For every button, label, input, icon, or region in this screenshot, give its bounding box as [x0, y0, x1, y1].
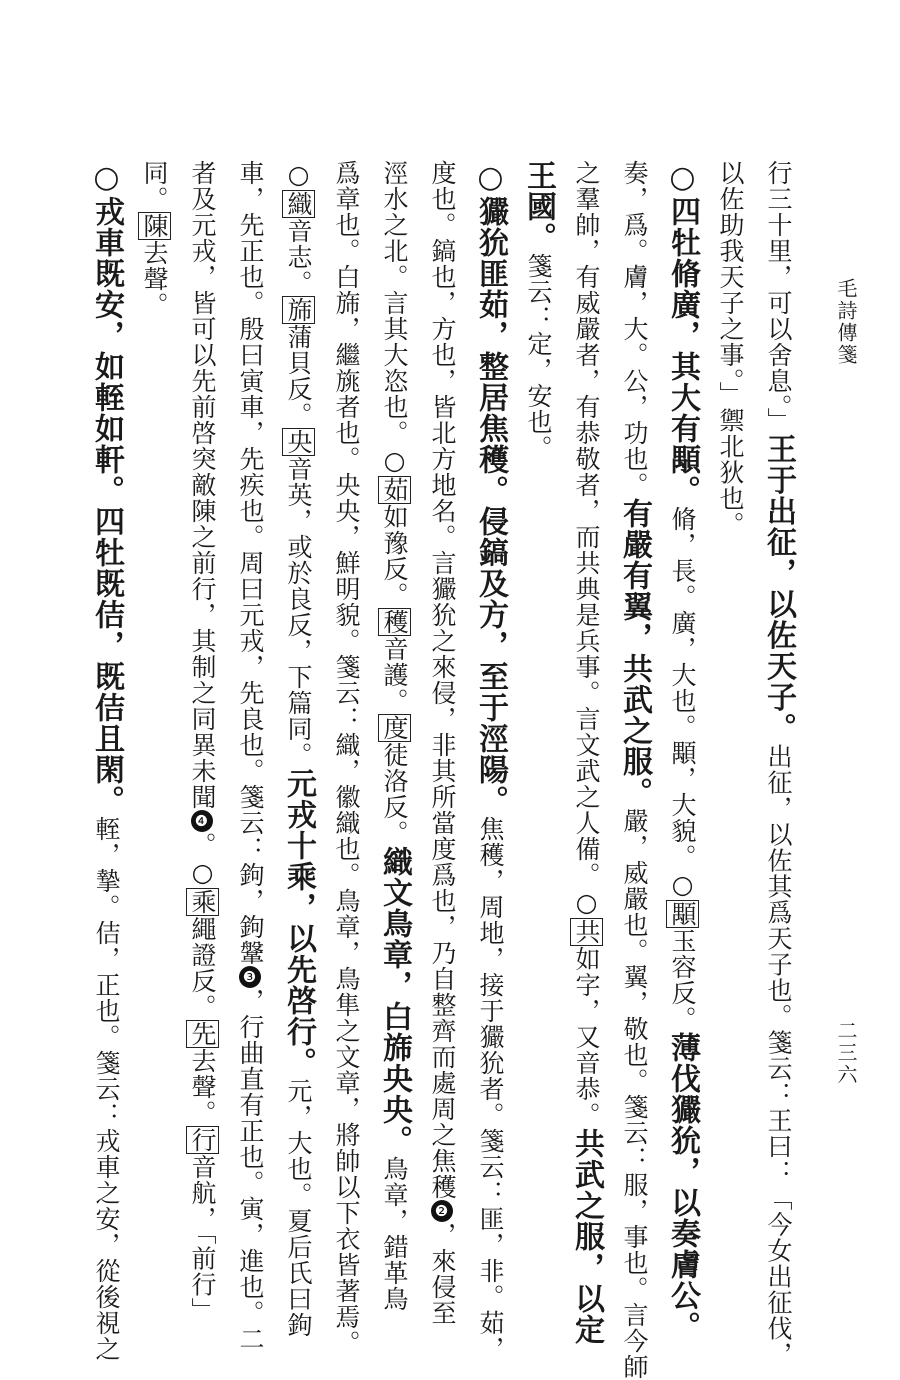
commentary-text: 脩，長。廣，大也。顒，大貌。○	[668, 506, 697, 900]
commentary-text: 涇水之北。言其大恣也。○	[380, 160, 409, 476]
commentary-text: 元，大也。	[284, 1078, 313, 1208]
verse-text: 織文鳥章，白旆央央。	[377, 846, 412, 1156]
commentary-text: 輊，摯。佶，正也。箋云：戎車之安，從後視之	[92, 816, 121, 1362]
commentary-text: 出征，以佐其爲天子也。箋云：王曰：「今女出征伐，	[764, 743, 793, 1368]
commentary-text: 。○	[188, 832, 217, 888]
commentary-text: 如豫反。	[380, 504, 409, 608]
verse-text: 四牡脩廣，其大有顒。	[665, 196, 700, 506]
commentary-text: 夏后氏曰鉤	[284, 1208, 313, 1338]
verse-text: 元戎十乘，以先啓行。	[281, 768, 316, 1078]
text-column	[130, 160, 178, 1300]
boxed-glyph: 陳	[140, 213, 169, 239]
vertical-text-body	[89, 160, 802, 1380]
boxed-glyph: 織	[284, 191, 313, 217]
verse-text: ○	[473, 160, 508, 196]
verse-text: ○	[89, 160, 124, 196]
verse-text: 有嚴有翼，共武之服。	[617, 498, 652, 808]
commentary-text: ，行曲直有正也。寅，進也。二	[236, 988, 265, 1352]
commentary-text: 以佐助我天子之事。」禦北狄也。	[716, 160, 745, 538]
text-column	[82, 160, 130, 1362]
boxed-glyph: 共	[572, 919, 601, 945]
text-column	[514, 160, 562, 1300]
boxed-glyph: 先	[188, 1021, 217, 1047]
text-column	[418, 160, 466, 1326]
page-number: 二三六	[834, 1020, 858, 1086]
commentary-text: 玉容反。	[668, 928, 697, 1032]
boxed-glyph: 乘	[188, 889, 217, 915]
verse-text: 王于出征，以佐天子。	[761, 433, 796, 744]
boxed-glyph: 旆	[284, 297, 313, 323]
text-column	[658, 160, 706, 1342]
verse-text: 薄伐玁狁，以奏膚公。	[665, 1032, 700, 1342]
commentary-text: 音護。	[380, 636, 409, 714]
text-column	[322, 160, 370, 1356]
commentary-text: 蒲貝反。	[284, 324, 313, 428]
footnote-marker: ❸	[239, 966, 261, 988]
commentary-text: 徒洛反。	[380, 742, 409, 846]
commentary-text: 車，先正也。殷曰寅車，先疾也。周曰元戎，先良也。箋云：鉤，鉤鞶	[236, 160, 265, 966]
text-column	[226, 160, 274, 1352]
commentary-text: 音航，「前行」	[188, 1154, 217, 1324]
text-column	[178, 160, 226, 1324]
commentary-text: 者及元戎，皆可以先前啓突敵陳之前行，其制之同異未聞	[188, 160, 217, 810]
commentary-text: 焦穫，周地，接于玁狁者。箋云：匪，非。茹，	[476, 816, 505, 1362]
verse-text: 戎車既安，如輊如軒。	[89, 196, 124, 506]
text-column	[754, 160, 802, 1368]
commentary-text: ○	[284, 160, 313, 190]
footnote-marker: ❷	[431, 1200, 453, 1222]
verse-text: 共武之服，以定	[569, 1128, 604, 1345]
footnote-marker: ❹	[191, 810, 213, 832]
verse-text: 四牡既佶，既佶且閑。	[89, 506, 124, 816]
boxed-glyph: 央	[284, 429, 313, 455]
commentary-text: 度也。鎬也，方也，皆北方地名。言玁狁之來侵，非其所當度爲也，乃自整齊而處周之焦穫	[428, 160, 457, 1200]
text-column	[370, 160, 418, 1312]
commentary-text: 去聲。	[140, 240, 169, 318]
text-column	[274, 160, 322, 1338]
commentary-text: 爲章也。白旆，繼旐者也。央央，鮮明貌。箋云：織，徽織也。鳥章，鳥隼之文章，將帥以下衣皆著焉。	[332, 160, 361, 1356]
commentary-text: 同。	[140, 160, 169, 212]
verse-text: 侵鎬及方，至于涇陽。	[473, 506, 508, 816]
boxed-glyph: 行	[188, 1127, 217, 1153]
commentary-text: 音英，或於良反，下篇同。	[284, 456, 313, 768]
running-head: 毛詩傳箋	[834, 278, 858, 366]
commentary-text: 音志。	[284, 218, 313, 296]
boxed-glyph: 茹	[380, 477, 409, 503]
verse-text: ○	[665, 160, 700, 196]
verse-text: 王國。	[521, 160, 556, 253]
commentary-text: 如字，又音恭。	[572, 946, 601, 1128]
verse-text: 玁狁匪茹，整居焦穫。	[473, 196, 508, 506]
commentary-text: 繩證反。	[188, 916, 217, 1020]
commentary-text: 行三十里，可以舍息。」	[764, 160, 793, 434]
commentary-text: ，來侵至	[428, 1222, 457, 1326]
commentary-text: 之羣帥，有威嚴者，有恭敬者，而共典是兵事。言文武之人備。○	[572, 160, 601, 918]
commentary-text: 鳥章，錯革鳥	[380, 1156, 409, 1312]
text-column	[562, 160, 610, 1345]
text-column	[706, 160, 754, 1300]
text-column	[466, 160, 514, 1362]
boxed-glyph: 度	[380, 715, 409, 741]
commentary-text: 嚴，威嚴也。翼，敬也。箋云：服，事也。言今師	[620, 808, 649, 1380]
boxed-glyph: 顒	[668, 901, 697, 927]
text-column	[610, 160, 658, 1380]
commentary-text: 箋云：定，安也。	[524, 253, 553, 461]
commentary-text: 去聲。	[188, 1048, 217, 1126]
boxed-glyph: 穫	[380, 609, 409, 635]
commentary-text: 奏，爲。膚，大。公，功也。	[620, 160, 649, 498]
